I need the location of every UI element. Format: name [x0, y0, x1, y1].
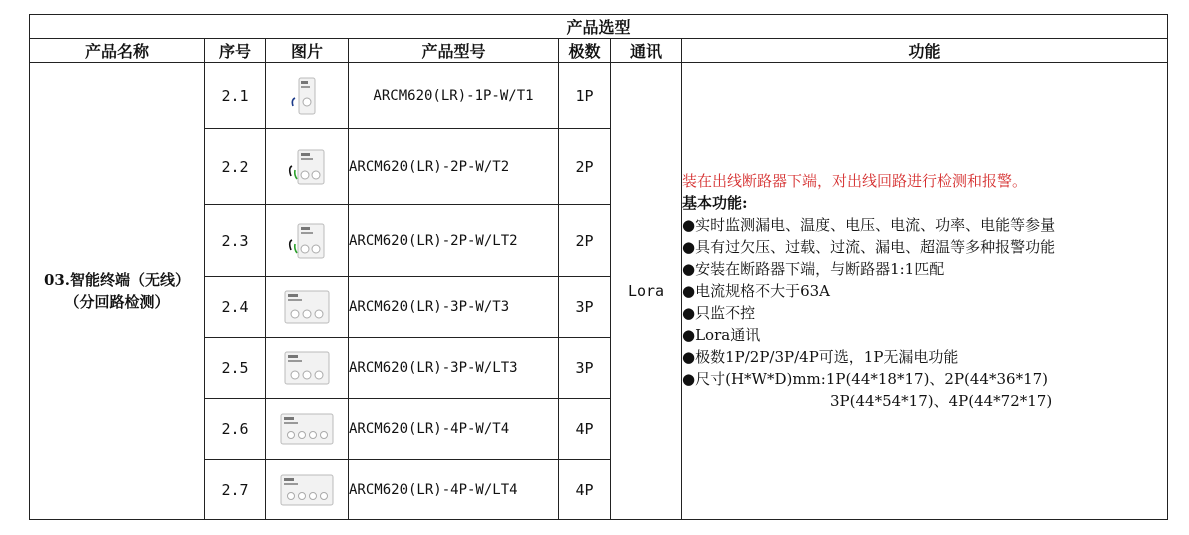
image-cell: [266, 338, 349, 399]
model-cell: ARCM620(LR)-2P-W/LT2: [349, 205, 559, 277]
poles-cell: 4P: [559, 399, 611, 460]
function-item-size-continued: 3P(44*54*17)、4P(44*72*17): [830, 392, 1053, 410]
table-title: 产品选型: [30, 15, 1168, 39]
function-item: ●实时监测漏电、温度、电压、电流、功率、电能等参量: [682, 216, 1056, 234]
ct-4p-device-icon: [275, 408, 339, 450]
seq-cell: 2.4: [205, 277, 266, 338]
image-cell: [266, 129, 349, 205]
function-item: ●具有过欠压、过载、过流、漏电、超温等多种报警功能: [682, 238, 1056, 256]
product-selection-table: [29, 14, 1168, 520]
poles-cell: 2P: [559, 129, 611, 205]
header-poles: 极数: [559, 39, 611, 63]
poles-cell: 2P: [559, 205, 611, 277]
poles-cell: 3P: [559, 277, 611, 338]
model-cell: ARCM620(LR)-2P-W/T2: [349, 129, 559, 205]
seq-cell: 2.7: [205, 460, 266, 520]
function-item: ●Lora通讯: [682, 326, 761, 344]
image-cell: [266, 205, 349, 277]
function-item: ●极数1P/2P/3P/4P可选，1P无漏电功能: [682, 348, 959, 366]
function-item: ●尺寸(H*W*D)mm:1P(44*18*17)、2P(44*36*17): [682, 370, 1049, 388]
seq-cell: 2.5: [205, 338, 266, 399]
ct-3p-device-icon: [277, 285, 337, 329]
model-cell: ARCM620(LR)-4P-W/T4: [349, 399, 559, 460]
ct-2p-device-icon: [282, 216, 332, 266]
poles-cell: 3P: [559, 338, 611, 399]
header-product-name: 产品名称: [30, 39, 205, 63]
seq-cell: 2.2: [205, 129, 266, 205]
function-intro: 装在出线断路器下端，对出线回路进行检测和报警。: [682, 172, 1028, 190]
product-name-line2: （分回路检测）: [64, 293, 170, 311]
ct-2p-device-icon: [282, 142, 332, 192]
ct-4p-device-icon: [275, 469, 339, 511]
function-item: ●安装在断路器下端，与断路器1:1匹配: [682, 260, 945, 278]
model-cell: ARCM620(LR)-3P-W/LT3: [349, 338, 559, 399]
ct-3p-device-icon: [277, 346, 337, 390]
product-name-cell: [30, 63, 205, 520]
image-cell: [266, 460, 349, 520]
function-item: ●只监不控: [682, 304, 756, 322]
model-cell: ARCM620(LR)-3P-W/T3: [349, 277, 559, 338]
header-model: 产品型号: [349, 39, 559, 63]
seq-cell: 2.1: [205, 63, 266, 129]
product-name-line1: 03.智能终端（无线）: [43, 271, 191, 289]
image-cell: [266, 399, 349, 460]
image-cell: [266, 63, 349, 129]
header-communication: 通讯: [611, 39, 682, 63]
header-seq: 序号: [205, 39, 266, 63]
function-cell: [682, 63, 1168, 520]
seq-cell: 2.6: [205, 399, 266, 460]
table-row: [30, 63, 1168, 129]
image-cell: [266, 277, 349, 338]
seq-cell: 2.3: [205, 205, 266, 277]
poles-cell: 1P: [559, 63, 611, 129]
basic-function-title: 基本功能:: [682, 194, 748, 212]
communication-cell: Lora: [611, 63, 682, 520]
header-function: 功能: [682, 39, 1168, 63]
function-item: ●电流规格不大于63A: [682, 282, 831, 300]
header-image: 图片: [266, 39, 349, 63]
model-cell: ARCM620(LR)-4P-W/LT4: [349, 460, 559, 520]
ct-1p-device-icon: [287, 72, 327, 120]
model-cell: ARCM620(LR)-1P-W/T1: [349, 63, 559, 129]
poles-cell: 4P: [559, 460, 611, 520]
